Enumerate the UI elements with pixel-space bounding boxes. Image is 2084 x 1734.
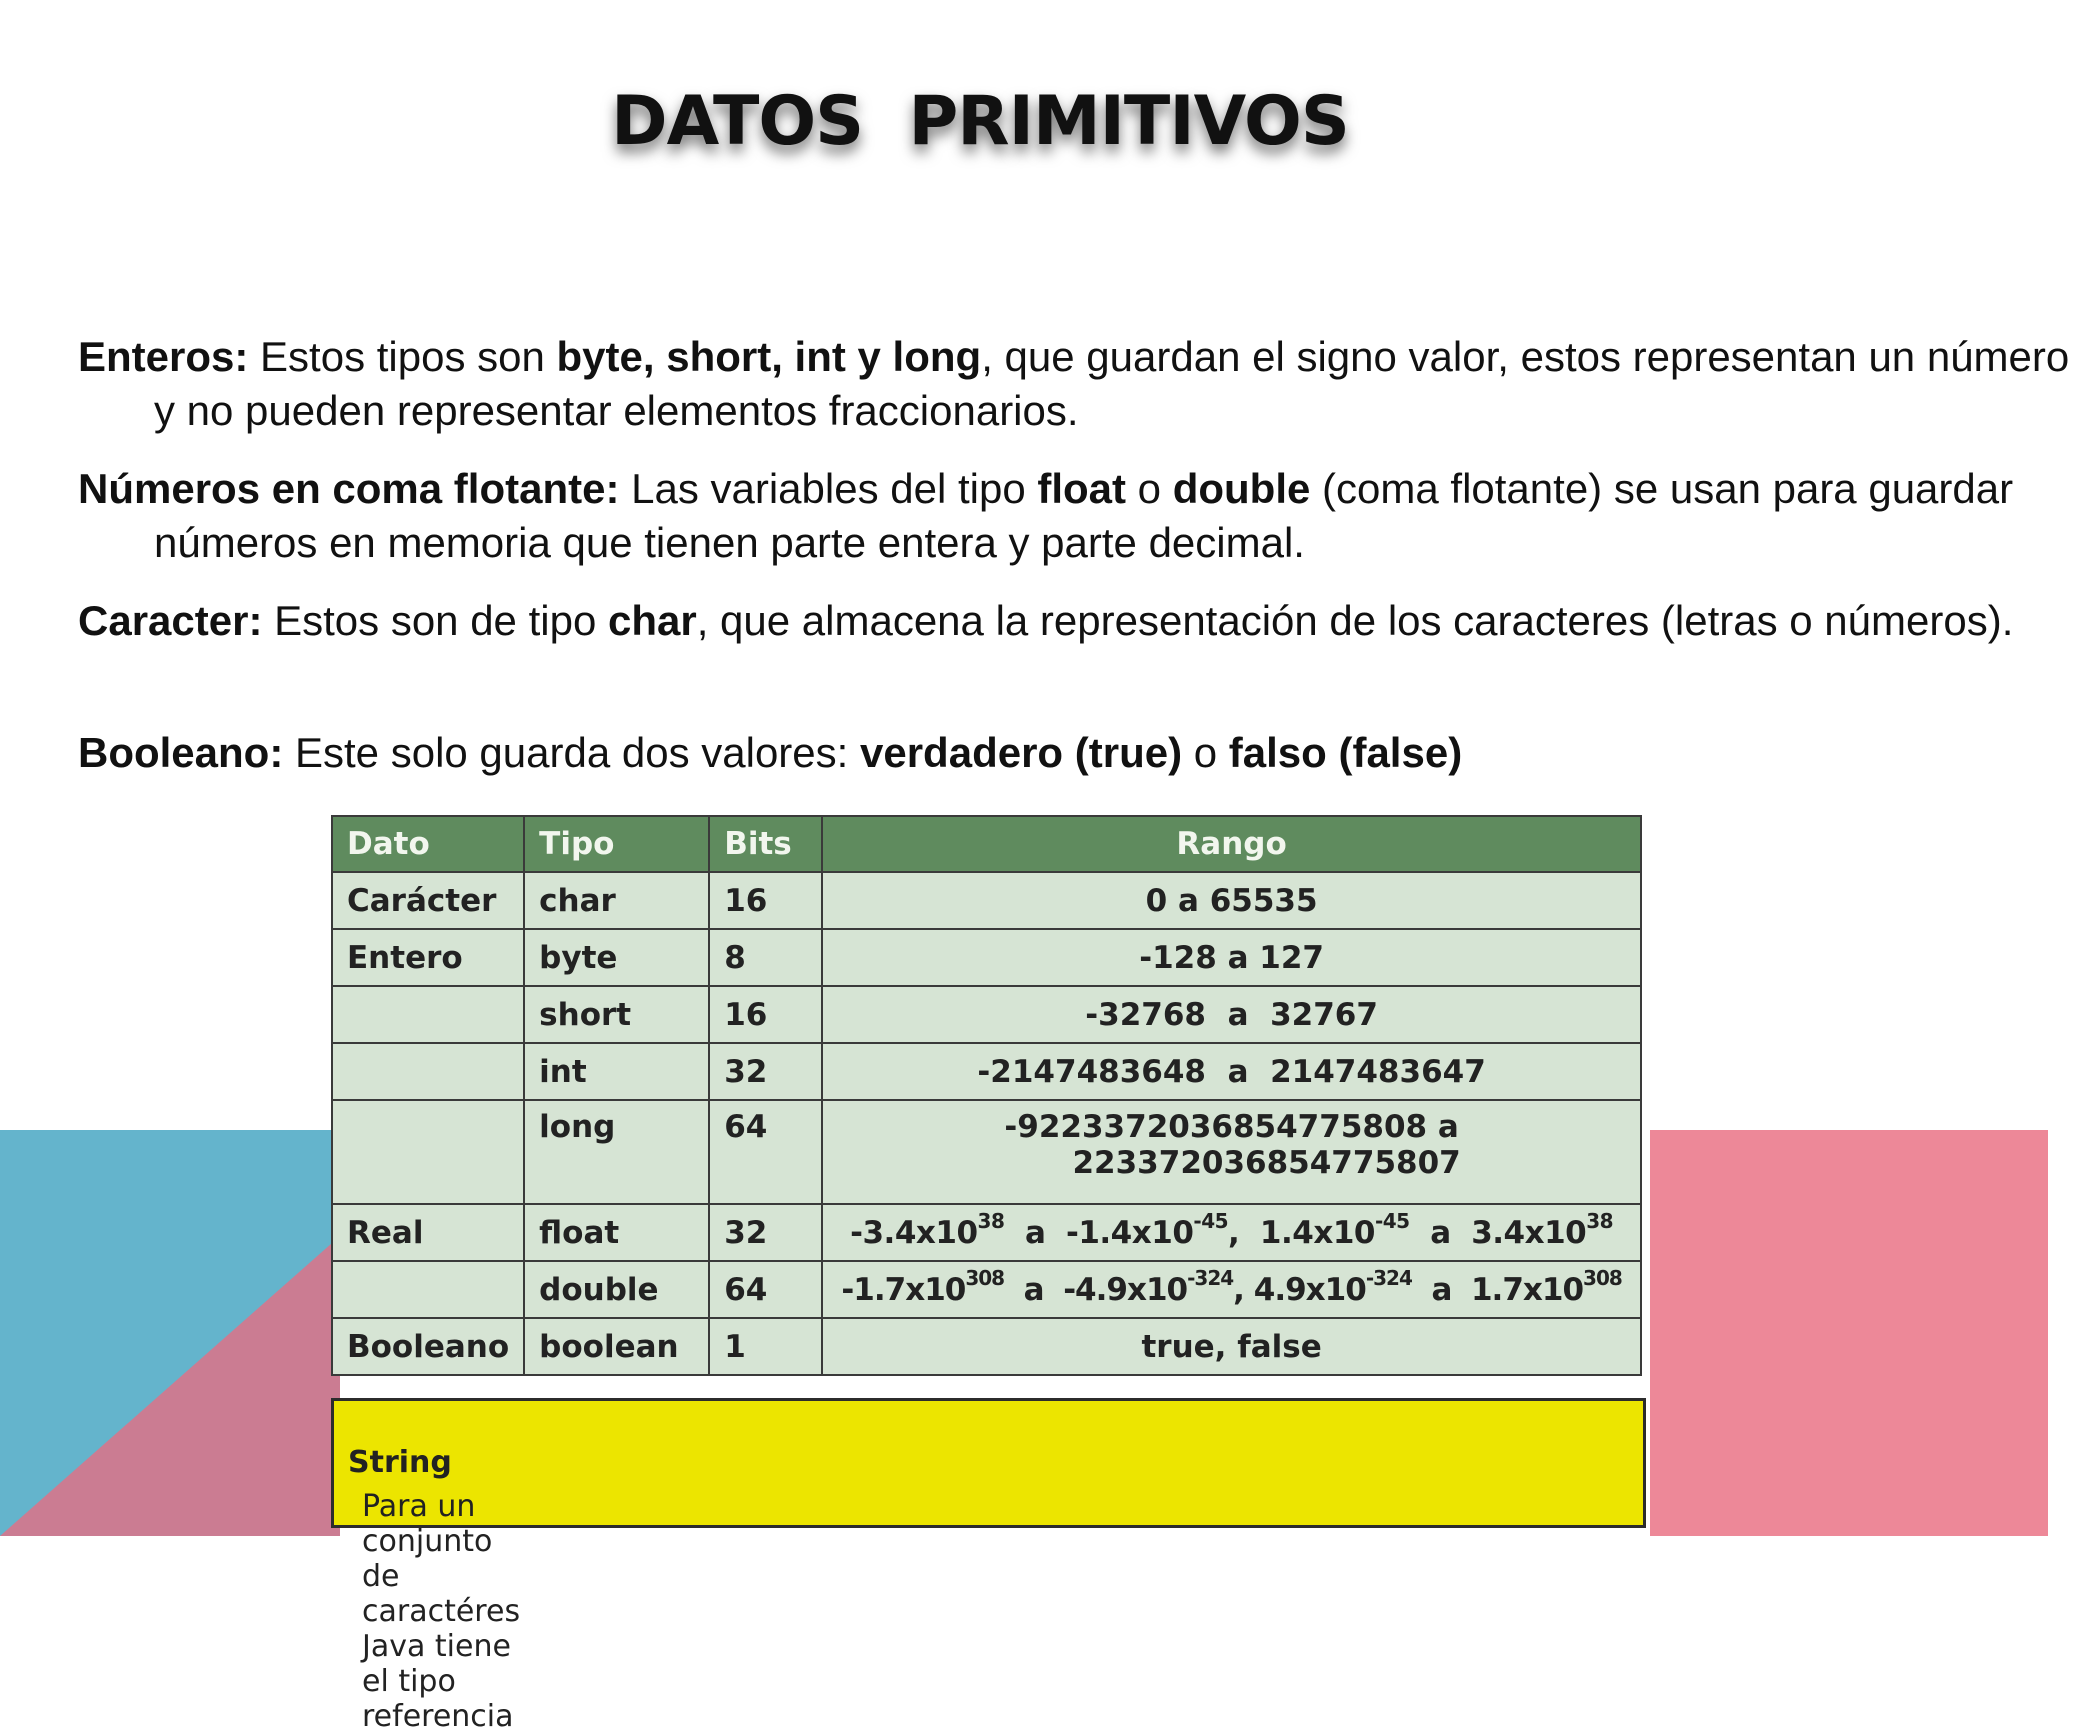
cell-dato: Entero — [332, 929, 524, 986]
rango-sep: a — [1004, 1271, 1064, 1308]
booleano-true: verdadero (true) — [860, 729, 1183, 776]
enteros-label: Enteros: — [78, 333, 249, 380]
table-header-row — [332, 816, 1641, 872]
cell-bits: 64 — [709, 1261, 822, 1318]
cell-bits: 8 — [709, 929, 822, 986]
rango-part: 1.4x10 — [1259, 1214, 1375, 1251]
cell-tipo: char — [524, 872, 709, 929]
cell-dato: Booleano — [332, 1318, 524, 1375]
rango-sep: a — [1409, 1214, 1472, 1251]
rango-part: -3.4x10 — [850, 1214, 978, 1251]
booleano-label: Booleano: — [78, 729, 284, 776]
rango-exp: 308 — [1583, 1265, 1622, 1290]
table-row — [332, 986, 1641, 1043]
deco-pink-shape — [1650, 1130, 2048, 1536]
caracter-label: Caracter: — [78, 597, 263, 644]
cell-bits: 16 — [709, 986, 822, 1043]
cell-dato — [332, 1100, 524, 1204]
caracter-text-2: , que almacena la representación de los caracteres (letras o números). — [696, 597, 2014, 644]
cell-rango: -2147483648 a 2147483647 — [822, 1043, 1641, 1100]
table-row — [332, 872, 1641, 929]
cell-rango: -128 a 127 — [822, 929, 1641, 986]
rango-exp: -324 — [1365, 1265, 1412, 1290]
rango-part: -1.7x10 — [841, 1271, 966, 1308]
rango-exp: 38 — [977, 1208, 1005, 1233]
note-string-keyword: String — [348, 1445, 452, 1480]
flotante-float: float — [1037, 465, 1127, 512]
table-row — [332, 1318, 1641, 1375]
string-note-box — [331, 1398, 1646, 1734]
paragraph-enteros — [78, 330, 2084, 438]
paragraph-flotante — [78, 462, 2084, 570]
table-row — [332, 1204, 1641, 1261]
enteros-text-1: Estos tipos son — [248, 333, 557, 380]
cell-rango: 0 a 65535 — [822, 872, 1641, 929]
caracter-text-1: Estos son de tipo — [262, 597, 608, 644]
caracter-char: char — [607, 597, 697, 644]
enteros-types: byte, short, int y long — [556, 333, 982, 380]
note-text — [348, 1445, 521, 1734]
flotante-label: Números en coma flotante: — [78, 465, 620, 512]
paragraph-caracter — [78, 594, 2084, 648]
rango-exp: 38 — [1586, 1208, 1614, 1233]
cell-tipo: boolean — [524, 1318, 709, 1375]
cell-tipo: double — [524, 1261, 709, 1318]
flotante-text-1: Las variables del tipo — [619, 465, 1038, 512]
cell-tipo: float — [524, 1204, 709, 1261]
cell-rango — [822, 1100, 1641, 1204]
cell-dato: Real — [332, 1204, 524, 1261]
booleano-false: falso (false) — [1228, 729, 1463, 776]
cell-bits: 32 — [709, 1204, 822, 1261]
cell-dato — [332, 1043, 524, 1100]
rango-part: 4.9x10 — [1253, 1271, 1366, 1308]
flotante-text-2: o — [1126, 465, 1173, 512]
rango-line-2: 223372036854775807 — [1072, 1145, 1461, 1181]
note-text-main: Para un conjunto de caractéres Java tiene el tipo referencia — [362, 1489, 521, 1734]
booleano-text-2: o — [1182, 729, 1229, 776]
primitive-types-table — [331, 815, 1642, 1376]
header-rango: Rango — [822, 816, 1641, 872]
rango-sep: a — [1411, 1271, 1471, 1308]
rango-sep: a — [1004, 1214, 1066, 1251]
cell-tipo: int — [524, 1043, 709, 1100]
rango-sep: , — [1228, 1214, 1260, 1251]
flotante-text-3: (coma flotante) se usan para guardar números en memoria que tienen parte entera y parte decimal. — [154, 465, 2014, 566]
rango-part: -4.9x10 — [1063, 1271, 1188, 1308]
cell-dato: Carácter — [332, 872, 524, 929]
enteros-text-2: , que guardan el signo valor, estos representan un número y no pueden representar elementos fraccionarios. — [154, 333, 2070, 434]
cell-tipo: long — [524, 1100, 709, 1204]
table-row — [332, 1043, 1641, 1100]
paragraph-booleano — [78, 726, 2084, 780]
cell-bits: 64 — [709, 1100, 822, 1204]
rango-exp: -45 — [1193, 1208, 1229, 1233]
cell-bits: 16 — [709, 872, 822, 929]
rango-part: 1.7x10 — [1470, 1271, 1584, 1308]
rango-exp: -324 — [1187, 1265, 1234, 1290]
cell-rango — [822, 1261, 1641, 1318]
slide-title: DATOS PRIMITIVOS — [611, 82, 1349, 161]
rango-line-1: -9223372036854775808 a — [1004, 1109, 1459, 1145]
booleano-text-1: Este solo guarda dos valores: — [283, 729, 860, 776]
cell-rango: -32768 a 32767 — [822, 986, 1641, 1043]
cell-bits: 1 — [709, 1318, 822, 1375]
rango-sep: , — [1233, 1271, 1254, 1308]
header-dato: Dato — [332, 816, 524, 872]
table-row — [332, 1261, 1641, 1318]
table-row — [332, 929, 1641, 986]
cell-dato — [332, 1261, 524, 1318]
header-tipo: Tipo — [524, 816, 709, 872]
rango-exp: -45 — [1374, 1208, 1410, 1233]
cell-rango — [822, 1204, 1641, 1261]
cell-dato — [332, 986, 524, 1043]
flotante-double: double — [1172, 465, 1311, 512]
cell-bits: 32 — [709, 1043, 822, 1100]
cell-tipo: short — [524, 986, 709, 1043]
rango-part: -1.4x10 — [1065, 1214, 1194, 1251]
rango-part: 3.4x10 — [1471, 1214, 1587, 1251]
table-row — [332, 1100, 1641, 1204]
cell-rango: true, false — [822, 1318, 1641, 1375]
rango-exp: 308 — [965, 1265, 1005, 1290]
header-bits: Bits — [709, 816, 822, 872]
cell-tipo: byte — [524, 929, 709, 986]
